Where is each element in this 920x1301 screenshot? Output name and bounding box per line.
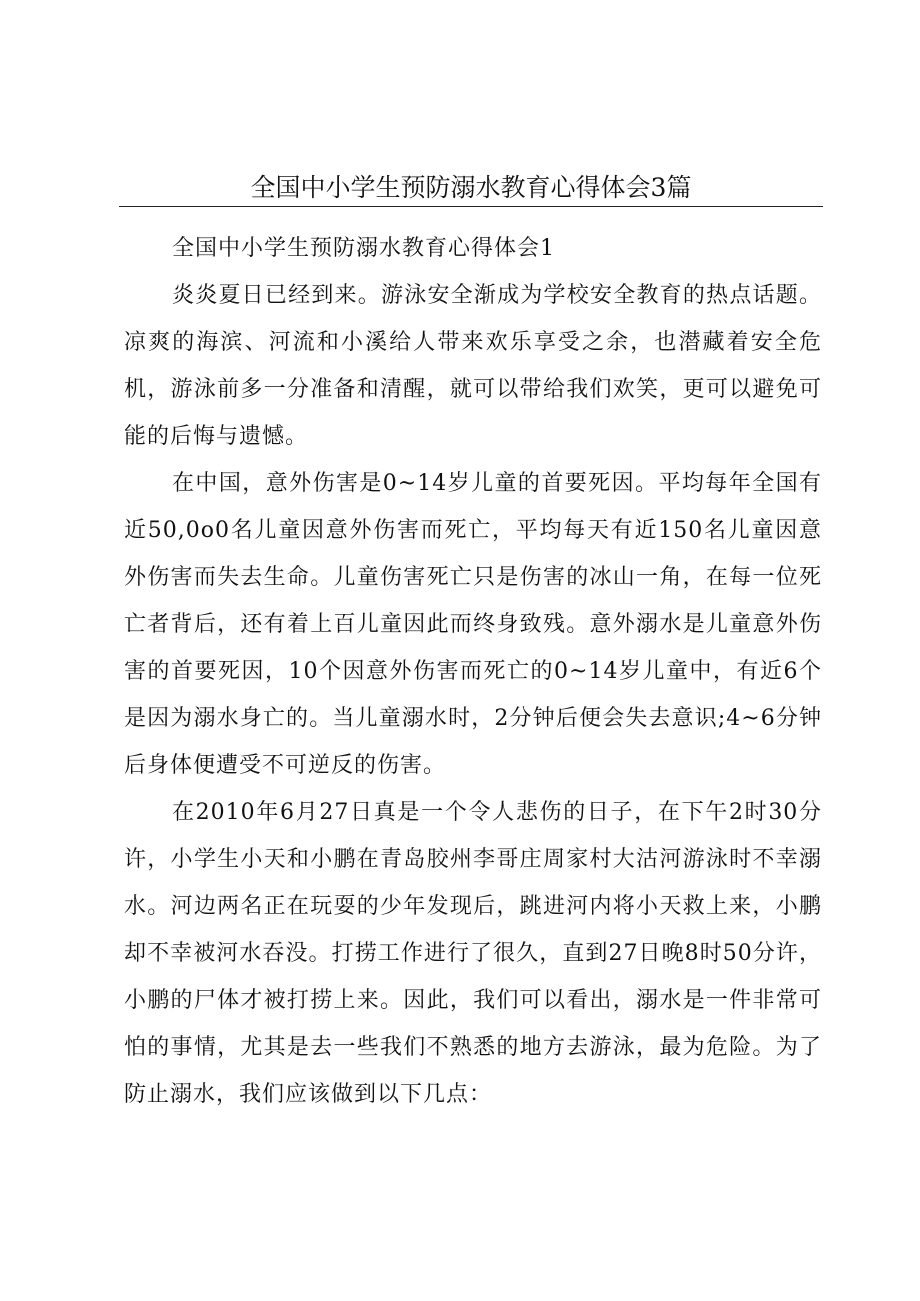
- paragraph-2: 在中国，意外伤害是0~14岁儿童的首要死因。平均每年全国有近50,0o0名儿童因意外伤害而死亡，平均每天有近150名儿童因意外伤害而失去生命。儿童伤害死亡只是伤害的冰山一角，在每一位死亡者背后，还有着上百儿童因此而终身致残。意外溺水是儿童意外伤害的首要死因，10个因意外伤害而死亡的0~14岁儿童中，有近6个是因为溺水身亡的。当儿童溺水时，2分钟后便会失去意识;4~6分钟后身体便遭受不可逆反的伤害。: [124, 471, 822, 778]
- section-heading: 全国中小学生预防溺水教育心得体会1: [172, 236, 555, 261]
- paragraph-1: 炎炎夏日已经到来。游泳安全渐成为学校安全教育的热点话题。凉爽的海滨、河流和小溪给人带来欢乐享受之余，也潜藏着安全危机，游泳前多一分准备和清醒，就可以带给我们欢笑，更可以避免可能的后悔与遗憾。: [124, 283, 822, 449]
- document-body: [124, 225, 822, 1118]
- title-underline: [119, 206, 823, 207]
- document-title: 全国中小学生预防溺水教育心得体会3篇: [250, 173, 692, 202]
- paragraph-3: 在2010年6月27日真是一个令人悲伤的日子，在下午2时30分许，小学生小天和小鹏在青岛胶州李哥庄周家村大沽河游泳时不幸溺水。河边两名正在玩耍的少年发现后，跳进河内将小天救上来，小鹏却不幸被河水吞没。打捞工作进行了很久，直到27日晚8时50分许，小鹏的尸体才被打捞上来。因此，我们可以看出，溺水是一件非常可怕的事情，尤其是去一些我们不熟悉的地方去游泳，最为危险。为了防止溺水，我们应该做到以下几点：: [124, 800, 822, 1107]
